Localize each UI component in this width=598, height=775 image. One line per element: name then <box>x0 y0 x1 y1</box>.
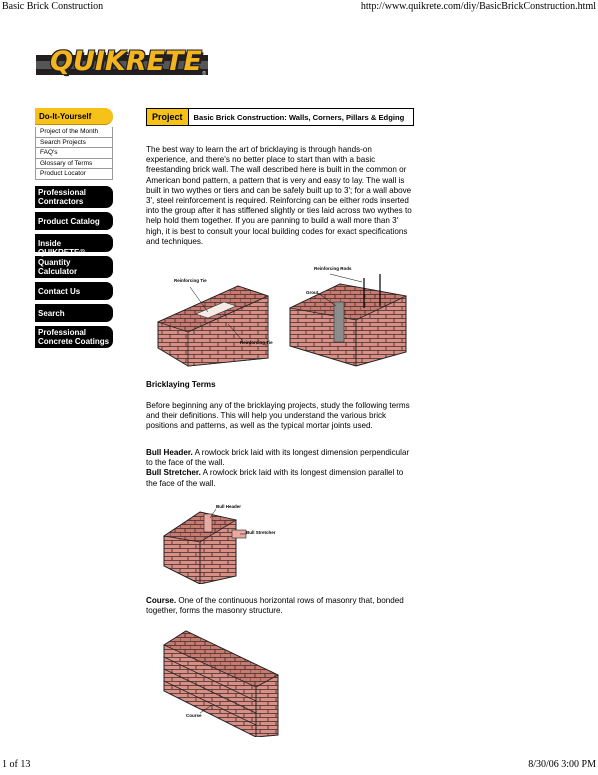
course-illustration <box>160 625 280 737</box>
sidebar-item-glossary[interactable]: Glossary of Terms <box>36 159 112 170</box>
nav-professional-contractors[interactable] <box>35 186 113 208</box>
logo-wordmark: QUIKRETE <box>50 46 202 77</box>
label-bull-stretcher: Bull Stretcher <box>246 530 276 535</box>
logo-registered-mark: ® <box>202 71 206 77</box>
nav-quantity-calculator[interactable] <box>35 256 113 278</box>
terms-intro-paragraph: Before beginning any of the bricklaying projects, study the following terms and their definitions. This will help you understand the various brick positions and patterns, as well as the typical mortar joints used. <box>146 401 410 431</box>
def-course <box>146 596 414 616</box>
label-course: Course <box>186 713 202 718</box>
label-reinforcing-rods: Reinforcing Rods <box>314 266 352 271</box>
sidebar-heading-diy[interactable]: Do-It-Yourself <box>35 108 113 125</box>
figure-bull-header-stretcher <box>160 496 280 584</box>
sidebar-item-search-projects[interactable]: Search Projects <box>36 138 112 149</box>
print-header <box>2 1 596 13</box>
nav-professional-concrete-coatings[interactable] <box>35 326 113 348</box>
project-tag: Project <box>147 109 189 125</box>
label-grout: Grout <box>306 290 319 295</box>
term-course: Course. <box>146 596 177 605</box>
nav-label-line2: Contractors <box>38 196 84 206</box>
sidebar-item-product-locator[interactable]: Product Locator <box>36 169 112 180</box>
sidebar-sub-list <box>35 127 113 180</box>
term-bull-stretcher: Bull Stretcher. <box>146 468 201 478</box>
nav-label-line1: Professional <box>38 187 87 197</box>
intro-paragraph: The best way to learn the art of bricklaying is through hands-on experience, and there's no better place to start than with a basic freestanding brick wall. The wall described here is built in the common or American bond pattern, a pattern that is very and easy to lay. The wall is built in two wythes or tiers and can be safely built up to 3'; for a wall above 3', steel reinforcement is required. Reinforcing can be either rods inserted into the group after it has stiffened slightly or ties laid across two wythes to help hold them together. If you are panning to build a wall more than 3' high, it is best to consult your local building codes for exact specifications and techniques. <box>146 145 412 246</box>
figure-course <box>160 625 280 737</box>
bull-definitions <box>146 448 414 489</box>
nav-product-catalog[interactable]: Product Catalog <box>35 212 113 230</box>
def-text-bull-header: A rowlock brick laid with its longest dimension perpendicular to the face of the wall. <box>146 448 410 468</box>
sidebar <box>35 108 113 352</box>
print-url: http://www.quikrete.com/diy/BasicBrickConstruction.html <box>360 1 596 12</box>
nav-label-line1: Professional <box>38 327 87 337</box>
nav-label-line1: Quantity <box>38 257 71 267</box>
figure-wall-reinforcement <box>150 262 418 368</box>
nav-contact-us[interactable]: Contact Us <box>35 282 113 300</box>
def-bull-stretcher <box>146 468 414 488</box>
label-bull-header: Bull Header <box>216 504 242 509</box>
section-heading-bricklaying-terms: Bricklaying Terms <box>146 380 216 389</box>
nav-label-line2: Concrete Coatings <box>38 336 110 346</box>
print-page-title: Basic Brick Construction <box>2 1 104 12</box>
sidebar-main-nav <box>35 186 113 348</box>
print-page-number: 1 of 13 <box>2 759 31 770</box>
def-text-bull-stretcher: A rowlock brick laid with its longest dimension parallel to the face of the wall. <box>146 468 404 488</box>
quikrete-logo[interactable] <box>36 45 208 85</box>
label-reinforcing-tie-top: Reinforcing Tie <box>174 278 207 283</box>
nav-search[interactable]: Search <box>35 304 113 322</box>
def-text-course: One of the continuous horizontal rows of masonry that, bonded together, forms the masonry structure. <box>146 596 404 616</box>
sidebar-item-project-of-the-month[interactable]: Project of the Month <box>36 127 112 138</box>
wall-reinforcement-illustration <box>150 262 418 368</box>
term-bull-header: Bull Header. <box>146 448 193 457</box>
label-reinforcing-tie-bottom: Reinforcing Tie <box>240 340 273 345</box>
nav-label-line2: Calculator <box>38 266 78 276</box>
project-title-bar <box>146 108 414 126</box>
def-bull-header <box>146 448 414 468</box>
project-title: Basic Brick Construction: Walls, Corners, Pillars & Edging <box>193 112 405 122</box>
bull-header-illustration <box>160 496 280 584</box>
print-datetime: 8/30/06 3:00 PM <box>528 759 596 770</box>
nav-inside-quikrete[interactable]: Inside QUIKRETE® <box>35 234 113 252</box>
sidebar-item-faqs[interactable]: FAQ's <box>36 148 112 159</box>
print-footer <box>2 759 596 771</box>
